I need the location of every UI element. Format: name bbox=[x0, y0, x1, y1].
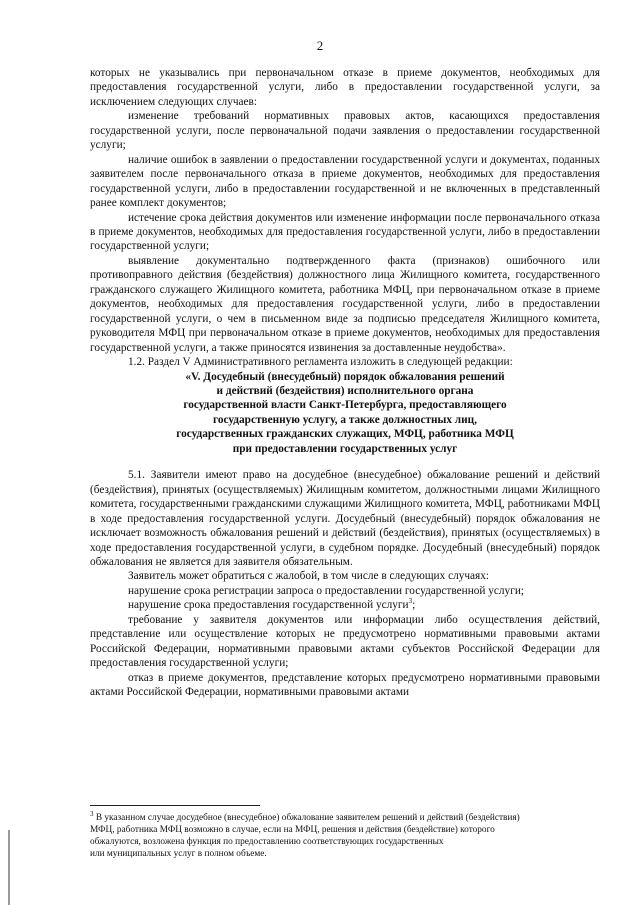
paragraph-case-2: наличие ошибок в заявлении о предоставлении государственной услуги и документах, поданных заявителем после первоначального отказа в приеме документов, необходимых для предоставления государственной услуги, либо в предоставлении государственной и не включенных в представленный ранее комплект документов; bbox=[90, 153, 600, 210]
paragraph-complaint-case-1: нарушение срока регистрации запроса о предоставлении государственной услуги; bbox=[128, 584, 525, 597]
page-number: 2 bbox=[316, 38, 324, 53]
paragraph-case-3: истечение срока действия документов или изменение информации после первоначального отказа в приеме документов, необходимых для предоставления государственной услуги, либо в предоставлении государственной услуги; bbox=[90, 211, 600, 253]
paragraph-complaint-case-4: отказ в приеме документов, представление которых предусмотрено нормативными правовыми актами Российской Федерации, нормативными правовыми актами bbox=[90, 671, 600, 699]
paragraph-complaint-intro: Заявитель может обратиться с жалобой, в том числе в следующих случаях: bbox=[128, 570, 490, 583]
scan-edge-mark bbox=[8, 830, 10, 905]
paragraph-case-4: выявление документально подтвержденного факта (признаков) ошибочного или противоправного действия (бездействия) должностного лица Жилищного комитета, государственного гражданского служащего Жилищного комитета, работника МФЦ, при первоначальном отказе в приеме документов, необходимых для предоставления государственной услуги, либо в предоставлении государственной услуги, о чем в письменном виде за подписью председателя Жилищного комитета, руководителя МФЦ при первоначальном отказе в приеме документов, необходимых для предоставления государственной услуги, а также приносятся извинения за доставленные неудобства». bbox=[90, 254, 600, 354]
footnote-divider bbox=[90, 805, 260, 806]
footnote-line: МФЦ, работника МФЦ возможно в случае, если на МФЦ, решения и действия (бездействие) которого bbox=[90, 825, 495, 835]
footnote-marker: 3 bbox=[90, 809, 94, 818]
spacer bbox=[90, 456, 600, 468]
footnote-line: или муниципальных услуг в полном объеме. bbox=[90, 849, 267, 859]
complaint-case-2-tail: ; bbox=[412, 599, 416, 612]
paragraph-case-1: изменение требований нормативных правовых актов, касающихся предоставления государственной услуги, после первоначальной подачи заявления о предоставлении государственной услуги; bbox=[90, 110, 600, 152]
heading-line: государственную услугу, а также должностных лиц, bbox=[213, 413, 477, 426]
heading-line: при предоставлении государственных услуг bbox=[232, 442, 458, 455]
complaint-case-2-text: нарушение срока предоставления государственной услуги bbox=[128, 599, 409, 612]
section-heading bbox=[90, 370, 600, 457]
footnote-line bbox=[90, 809, 600, 824]
footnote-reference[interactable]: 3 bbox=[408, 597, 413, 606]
paragraph-continuation: которых не указывались при первоначальном отказе в приеме документов, необходимых для предоставления государственной услуги, либо в предоставлении государственной услуги, за исключением следующих случаев: bbox=[90, 67, 600, 108]
footnote bbox=[90, 809, 600, 860]
footnote-line: обжалуются, возложена функция по предоставлению соответствующих государственных bbox=[90, 837, 444, 847]
document-body bbox=[90, 66, 600, 699]
footnote-text: В указанном случае досудебное (внесудебное) обжалование заявителем решений и действий (бездействия) bbox=[93, 813, 520, 823]
heading-line: и действий (бездействия) исполнительного органа bbox=[216, 384, 474, 397]
paragraph-5-1: 5.1. Заявители имеют право на досудебное (внесудебное) обжалование решений и действий (бездействия), принятых (осуществляемых) Жилищным комитетом, должностными лицами Жилищного комитета, государственными гражданскими служащими Жилищного комитета, МФЦ, работниками МФЦ в ходе предоставления государственной услуги. Досудебный (внесудебный) порядок обжалования не исключает возможность обжалования решений и действий (бездействия), принятых (осуществляемых) в ходе предоставления государственной услуги, в судебном порядке. Досудебный (внесудебный) порядок обжалования не является для заявителя обязательным. bbox=[90, 469, 600, 568]
paragraph-complaint-case-2 bbox=[90, 598, 600, 612]
paragraph-section-amendment: 1.2. Раздел V Административного регламента изложить в следующей редакции: bbox=[128, 356, 513, 369]
paragraph-complaint-case-3: требование у заявителя документов или информации либо осуществления действий, представление или осуществление которых не предусмотрено нормативными правовыми актами Российской Федерации, нормативными правовыми актами субъектов Российской Федерации для предоставления государственной услуги; bbox=[90, 613, 600, 670]
heading-line: государственных гражданских служащих, МФЦ, работника МФЦ bbox=[176, 428, 514, 441]
heading-line: «V. Досудебный (внесудебный) порядок обжалования решений bbox=[185, 370, 505, 383]
heading-line: государственной власти Санкт-Петербурга, предоставляющего bbox=[183, 399, 507, 412]
